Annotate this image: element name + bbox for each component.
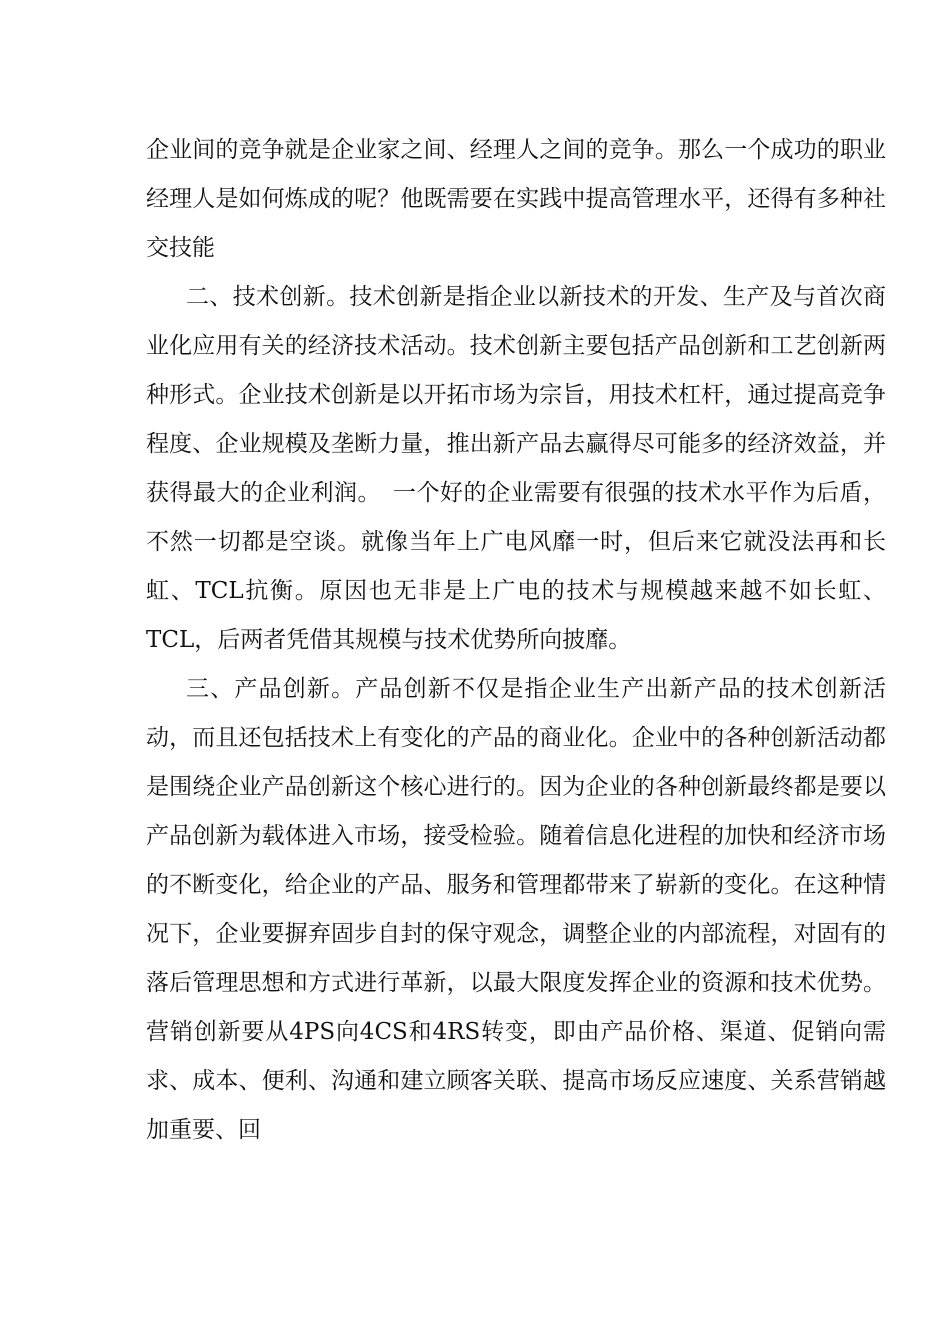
paragraph-intro: 企业间的竞争就是企业家之间、经理人之间的竞争。那么一个成功的职业经理人是如何炼成的呢？他既需要在实践中提高管理水平，还得有多种社交技能 [146,137,886,261]
paragraph-technology-innovation: 二、技术创新。技术创新是指企业以新技术的开发、生产及与首次商业化应用有关的经济技术活动。技术创新主要包括产品创新和工艺创新两种形式。企业技术创新是以开拓市场为宗旨，用技术杠杆，通过提高竞争程度、企业规模及垄断力量，推出新产品去赢得尽可能多的经济效益，并获得最大的企业利润。 一个好的企业需要有很强的技术水平作为后盾，不然一切都是空谈。就像当年上广电风靡一时，但后来它就没法再和长虹、TCL抗衡。原因也无非是上广电的技术与规模越来越不如长虹、TCL，后两者凭借其规模与技术优势所向披靡。 [146,284,886,653]
document-body [146,126,886,1155]
paragraph-product-innovation: 三、产品创新。产品创新不仅是指企业生产出新产品的技术创新活动，而且还包括技术上有变化的产品的商业化。企业中的各种创新活动都是围绕企业产品创新这个核心进行的。因为企业的各种创新最终都是要以产品创新为载体进入市场，接受检验。随着信息化进程的加快和经济市场的不断变化，给企业的产品、服务和管理都带来了崭新的变化。在这种情况下，企业要摒弃固步自封的保守观念，调整企业的内部流程，对固有的落后管理思想和方式进行革新，以最大限度发挥企业的资源和技术优势。营销创新要从4PS向4CS和4RS转变，即由产品价格、渠道、促销向需求、成本、便利、沟通和建立顾客关联、提高市场反应速度、关系营销越加重要、回 [146,676,886,1143]
